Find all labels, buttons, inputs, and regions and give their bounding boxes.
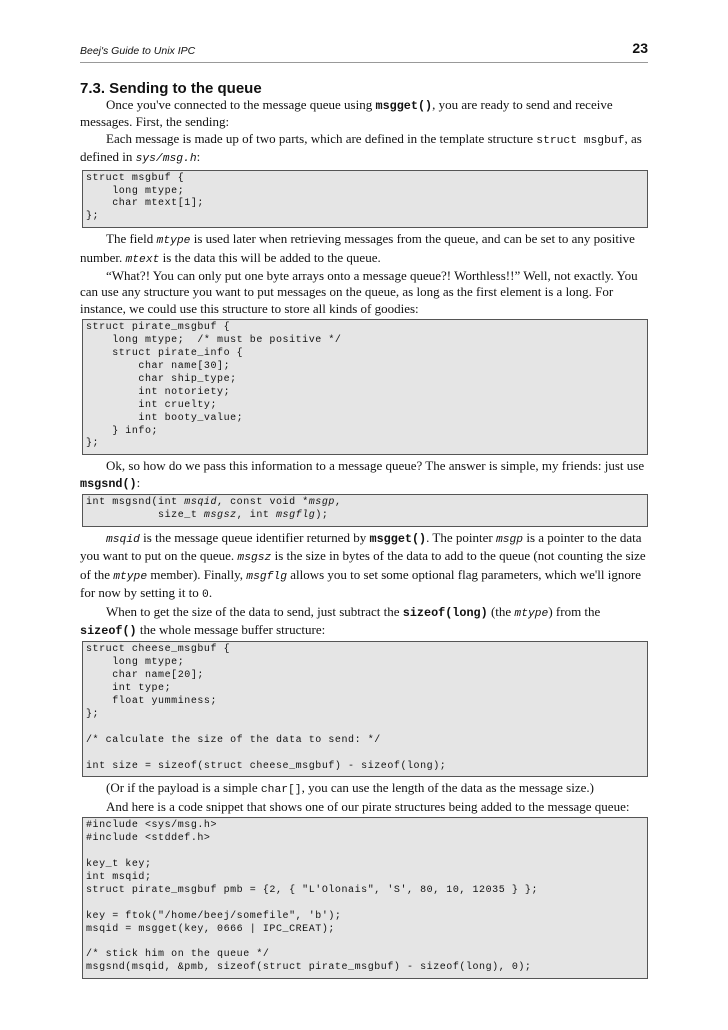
inline-code-sys-msg-h: sys/msg.h: [135, 153, 197, 166]
inline-code-msgget-2: msgget(): [369, 531, 427, 546]
page-header: [80, 40, 648, 58]
paragraph-msgsnd-params: msqid is the message queue identifier returned by msgget(). The pointer msgp is a pointer to the data you want to put on the queue. msgsz is the size in bytes of the data to add to the queue (not counting the size of the mtype member). Finally, msgflg allows you to set some optional flag parameters, which we'll ignore for now by setting it to 0.: [80, 529, 646, 602]
inline-code-sizeof: sizeof(): [80, 624, 137, 638]
inline-code-mtype-3: mtype: [514, 607, 549, 620]
page-content: [80, 80, 648, 982]
code-block-msgsnd-prototype: int msgsnd(int msqid, const void *msgp, size_t msgsz, int msgflg);: [82, 494, 648, 527]
code-block-pirate-msgbuf: struct pirate_msgbuf { long mtype; /* must be positive */ struct pirate_info { char name[30]; char ship_type; int notoriety; int cruelty; int booty_value; } info; };: [82, 319, 648, 455]
code-block-cheese-msgbuf: struct cheese_msgbuf { long mtype; char name[20]; int type; float yumminess; }; /* calculate the size of the data to send: */ int size = sizeof(struct cheese_msgbuf) - sizeof(long);: [82, 641, 648, 777]
inline-code-sizeof-long: sizeof(long): [402, 605, 488, 620]
section-heading: 7.3. Sending to the queue: [80, 80, 262, 97]
inline-code-msgsnd: msgsnd(): [80, 476, 137, 491]
paragraph-msgbuf: Each message is made up of two parts, which are defined in the template structure struct msgbuf, as defined in sys/msg.h:: [80, 130, 642, 166]
running-title: Beej's Guide to Unix IPC: [80, 45, 196, 57]
inline-code-mtext: mtext: [125, 253, 160, 266]
paragraph-sizeof: When to get the size of the data to send, just subtract the sizeof(long) (the mtype) from the sizeof() the whole message buffer structure:: [80, 603, 601, 638]
inline-code-char-array: char[]: [260, 784, 302, 797]
header-rule: [80, 62, 648, 63]
paragraph-snippet-intro: And here is a code snippet that shows one of our pirate structures being added to the message queue:: [106, 798, 630, 814]
inline-code-zero: 0: [202, 589, 209, 602]
inline-code-msgsz: msgsz: [237, 552, 272, 565]
inline-code-msgget: msgget(): [375, 99, 433, 113]
code-block-msgbuf: struct msgbuf { long mtype; char mtext[1]; };: [82, 170, 648, 229]
inline-code-mtype: mtype: [156, 235, 191, 248]
inline-code-mtype-2: mtype: [113, 570, 148, 583]
code-block-pirate-example: #include <sys/msg.h> #include <stddef.h> key_t key; int msqid; struct pirate_msgbuf pmb = {2, { "L'Olonais", 'S', 80, 10, 12035 } }; key = ftok("/home/beej/somefile", 'b'); msqid = msgget(key, 0666 | IPC_CREAT); /* stick him on the queue */ msgsnd(msqid, &pmb, sizeof(struct pirate_msgbuf) - sizeof(long), 0);: [82, 817, 648, 979]
inline-code-msqid: msqid: [106, 533, 140, 546]
paragraph-intro: Once you've connected to the message queue using msgget(), you are ready to send and receive messages. First, the sending:: [80, 97, 613, 130]
inline-code-struct-msgbuf: struct msgbuf: [536, 134, 625, 147]
paragraph-char-payload: (Or if the payload is a simple char[], you can use the length of the data as the message size.): [106, 780, 594, 797]
paragraph-goodies: “What?! You can only put one byte arrays onto a message queue?! Worthless!!” Well, not exactly. You can use any structure you want to put messages on the queue, as long as the first element is a long. For instance, we could use this structure to store all kinds of goodies:: [80, 268, 638, 316]
inline-code-msgflg: msgflg: [246, 570, 287, 583]
paragraph-mtype: The field mtype is used later when retrieving messages from the queue, and can be set to any positive number. mtext is the data this will be added to the queue.: [80, 231, 635, 266]
page-number: 23: [632, 40, 648, 56]
inline-code-msgp: msgp: [495, 533, 524, 546]
paragraph-msgsnd-intro: Ok, so how do we pass this information to a message queue? The answer is simple, my friends: just use msgsnd():: [80, 458, 645, 491]
